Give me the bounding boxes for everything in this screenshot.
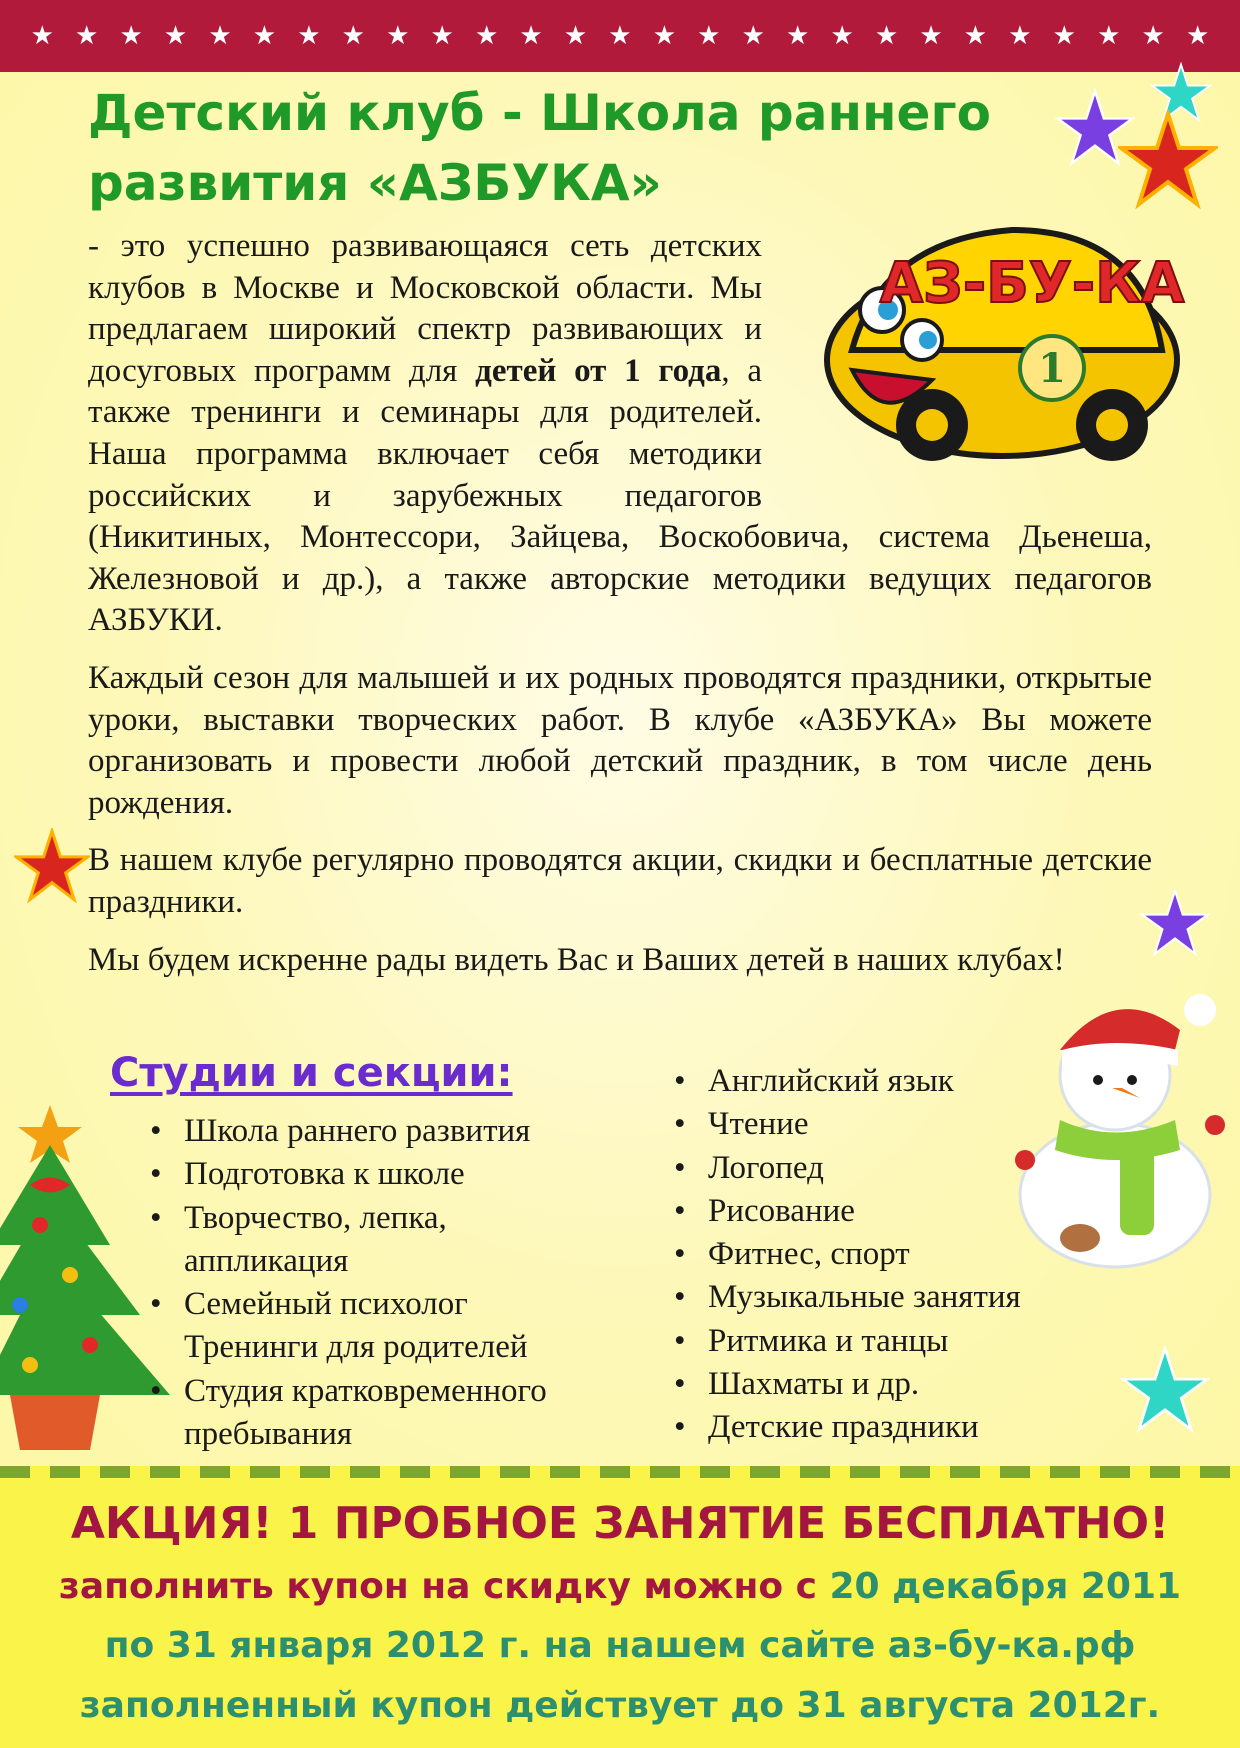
studios-left-list [144,1110,664,1456]
promo-line-3 [0,1625,1240,1666]
band-star-icon: ★ [741,21,765,51]
bullet-icon: • [674,1106,686,1143]
intro-paragraph-3: В нашем клубе регулярно проводятся акции, скидки и бесплатные детские праздники. [88,842,1152,920]
list-item-label: Подготовка к школе [184,1156,465,1193]
promo-headline: АКЦИЯ! 1 ПРОБНОЕ ЗАНЯТИЕ БЕСПЛАТНО! [70,1498,1170,1549]
list-item-label: Творчество, лепка, [184,1199,447,1236]
promo-start-date: 20 декабря 2011 [829,1566,1182,1607]
bullet-icon: • [150,1199,162,1236]
logo-text: АЗ-БУ-КА [879,251,1185,316]
intro-paragraph-2: Каждый сезон для малышей и их родных проводятся праздники, открытые уроки, выставки творческих работ. В клубе «АЗБУКА» Вы можете организовать и провести любой детский праздник, в том числе день рождения. [88,659,1152,821]
band-star-icon: ★ [1141,21,1165,51]
band-star-icon: ★ [208,21,232,51]
list-item-label: Фитнес, спорт [708,1236,910,1273]
list-item [668,1060,1088,1103]
purple-star-icon [1140,888,1210,958]
page-title [88,78,1048,218]
list-item-label: Тренинги для родителей [184,1329,528,1366]
list-item [144,1110,664,1153]
list-item-label: Английский язык [708,1063,954,1099]
promo-website: на нашем сайте аз-бу-ка.рф [543,1625,1136,1666]
band-star-icon: ★ [474,21,499,51]
band-star-icon: ★ [30,21,54,51]
list-item [668,1103,1088,1146]
bullet-icon: • [674,1063,686,1099]
list-item-label: Логопед [708,1149,824,1186]
list-item-label: Школа раннего развития [184,1113,531,1149]
title-line-2: развития «АЗБУКА» [88,154,662,212]
dashed-divider [0,1466,1240,1478]
band-star-icon: ★ [1185,21,1210,51]
red-star-icon [14,828,90,904]
bullet-icon: • [674,1236,686,1273]
list-item-label: пребывания [184,1416,353,1453]
promo-end-date: по 31 января 2012 г. [104,1625,532,1666]
band-star-icon: ★ [1052,21,1076,51]
list-item-label: Рисование [708,1192,855,1229]
teal-star-icon [1120,1345,1210,1435]
bullet-icon: • [150,1372,162,1409]
list-item-label: Семейный психолог [184,1286,468,1323]
list-item [144,1283,664,1326]
title-line-1: Детский клуб - Школа раннего [88,84,991,142]
red-star-icon [1118,110,1218,210]
list-item-continuation [144,1413,664,1456]
list-item [668,1147,1088,1190]
intro-text [88,226,1152,981]
band-star-icon: ★ [874,21,899,51]
list-item-label: Студия кратковременного [184,1372,547,1409]
intro-paragraph-1 [88,226,1152,642]
band-star-icon: ★ [608,21,632,51]
bullet-icon: • [674,1192,686,1229]
list-item [668,1406,1088,1449]
list-item-label: Чтение [708,1106,809,1143]
intro-paragraph-4: Мы будем искренне рады видеть Вас и Ваших детей в наших клубах! [88,941,1065,978]
list-item-label: Детские праздники [708,1409,979,1446]
logo-badge: 1 [1038,345,1066,392]
band-star-icon: ★ [297,21,321,51]
list-item [668,1190,1088,1233]
bullet-icon: • [674,1322,686,1359]
studios-right-list [668,1060,1088,1450]
band-star-icon: ★ [919,21,943,51]
list-item [668,1276,1088,1319]
promo-line-4: заполненный купон действует до 31 августа 2012г. [79,1685,1161,1726]
promo-line-2-text: заполнить купон на скидку можно с [58,1566,817,1607]
logo-spacer [792,226,1152,476]
bullet-icon: • [674,1149,686,1186]
list-item [144,1153,664,1196]
list-item-label: Ритмика и танцы [708,1322,949,1359]
band-star-icon: ★ [652,21,676,51]
band-star-icon: ★ [341,21,365,51]
top-star-band [0,0,1240,72]
band-star-icon: ★ [252,21,277,51]
promo-line-2 [0,1566,1240,1607]
list-item [668,1233,1088,1276]
list-item [144,1370,664,1413]
bullet-icon: • [150,1113,162,1149]
list-item [668,1363,1088,1406]
bullet-icon: • [150,1156,162,1193]
band-star-icon: ★ [963,21,988,51]
band-star-icon: ★ [786,21,810,51]
band-star-icon: ★ [519,21,543,51]
list-item-continuation [144,1326,664,1369]
band-star-icon: ★ [119,21,143,51]
bullet-icon: • [674,1279,686,1316]
list-item [668,1320,1088,1363]
bullet-icon: • [674,1366,686,1403]
studios-title: Студии и секции: [110,1050,513,1096]
list-item-label: Шахматы и др. [708,1366,920,1403]
intro-p1-post: , а также тренинги и семинары для родителей. Наша программа включает себя методики российских и зарубежных педагогов (Никитиных, Монтессори, Зайцева, Воскобовича, система Дьенеша, Железновой и др.), а также авторские методики ведущих педагогов АЗБУКИ. [88,352,1152,639]
list-item [144,1197,664,1240]
list-item-label: Музыкальные занятия [708,1279,1021,1316]
band-star-icon: ★ [430,21,454,51]
band-star-icon: ★ [1008,21,1032,51]
list-item-continuation [144,1240,664,1283]
band-star-icon: ★ [163,21,188,51]
list-item-label: аппликация [184,1242,349,1279]
band-star-icon: ★ [697,21,721,51]
intro-p1-pre: - это успешно развивающаяся сеть детских клубов в Москве и Московской области. Мы предлагаем широкий спектр развивающих и досуговых программ для [88,228,762,389]
band-star-icon: ★ [563,21,588,51]
intro-p1-bold: детей от 1 года [475,352,722,389]
bullet-icon: • [674,1409,686,1446]
band-star-icon: ★ [75,21,99,51]
band-star-icon: ★ [386,21,410,51]
band-star-icon: ★ [1097,21,1121,51]
bullet-icon: • [150,1286,162,1323]
band-star-icon: ★ [830,21,854,51]
